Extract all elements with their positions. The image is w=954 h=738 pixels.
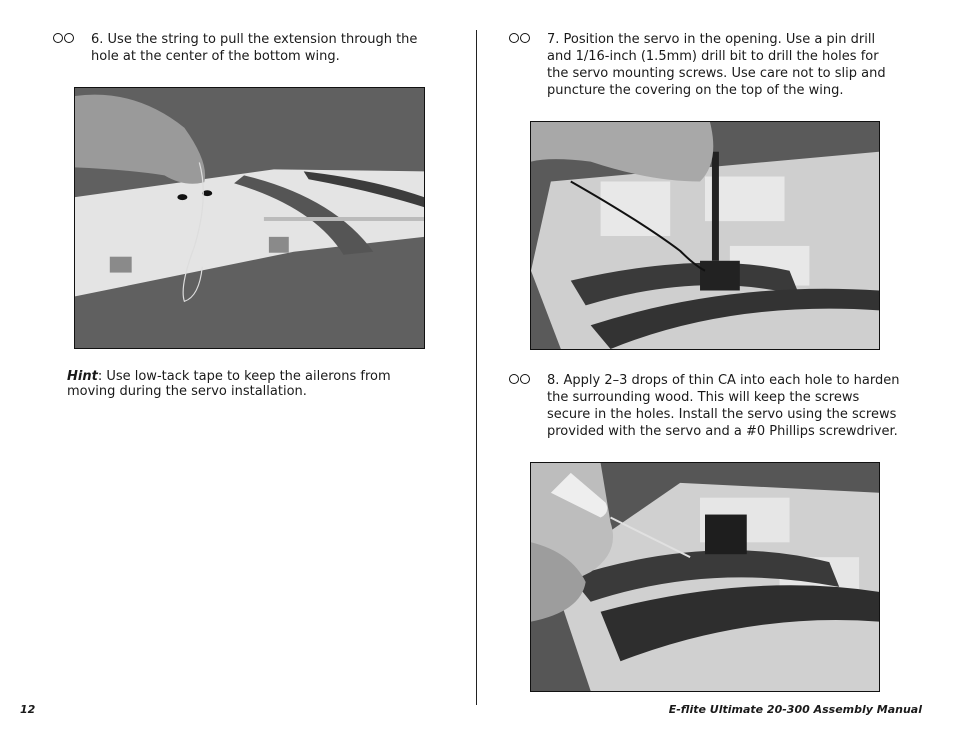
step-8 [509, 372, 901, 440]
step-6-text: 6. Use the string to pull the extension through the hole at the center of the bottom wing. [91, 32, 418, 64]
photo-apply-ca-install-servo [530, 462, 880, 692]
column-divider [476, 30, 477, 705]
photo-drill-servo-holes [530, 121, 880, 350]
step-6 [53, 31, 445, 65]
step-7 [509, 31, 901, 99]
step-7-text: 7. Position the servo in the opening. Use a pin drill and 1/16-inch (1.5mm) drill bit to drill the holes for the servo mounting screws. Use care not to slip and puncture the covering on the top of the wing. [547, 32, 886, 98]
step-8-checkboxes[interactable] [509, 372, 547, 384]
checkbox-circle-icon[interactable] [64, 33, 74, 43]
manual-title: E-flite Ultimate 20-300 Assembly Manual [668, 703, 922, 716]
hint-note [67, 369, 429, 399]
checkbox-circle-icon[interactable] [509, 33, 519, 43]
step-8-text: 8. Apply 2–3 drops of thin CA into each hole to harden the surrounding wood. This will keep the screws secure in the holes. Install the servo using the screws provided with the servo and a #0 Phillips screwdriver. [547, 373, 900, 439]
photo-pull-extension-illustration [75, 88, 424, 348]
step-6-checkboxes[interactable] [53, 31, 91, 43]
photo-apply-ca-install-servo-illustration [531, 463, 879, 691]
photo-drill-servo-holes-illustration [531, 122, 879, 349]
checkbox-circle-icon[interactable] [520, 33, 530, 43]
checkbox-circle-icon[interactable] [520, 374, 530, 384]
hint-label: Hint [67, 369, 98, 384]
hint-text: : Use low-tack tape to keep the ailerons from moving during the servo installation. [67, 369, 391, 399]
page-number: 12 [20, 703, 36, 716]
checkbox-circle-icon[interactable] [509, 374, 519, 384]
step-7-checkboxes[interactable] [509, 31, 547, 43]
checkbox-circle-icon[interactable] [53, 33, 63, 43]
photo-pull-extension [74, 87, 425, 349]
